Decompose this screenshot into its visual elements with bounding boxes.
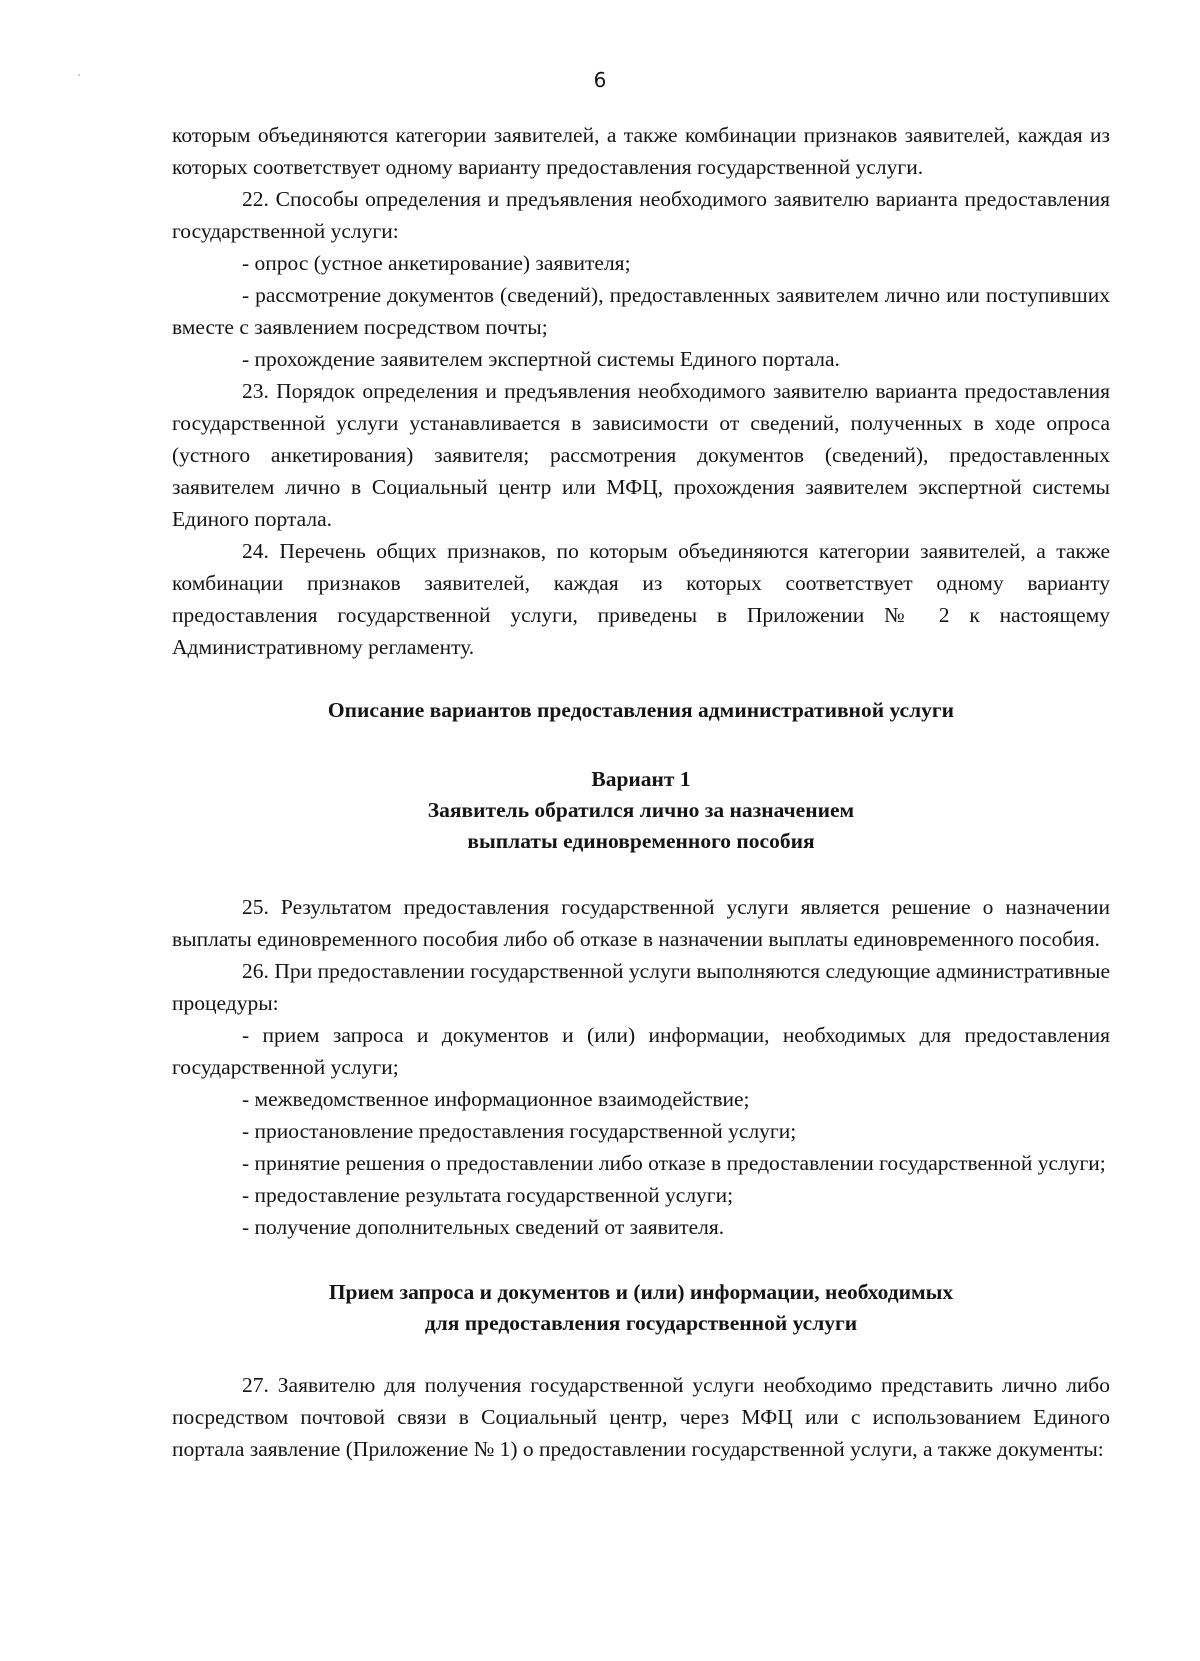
- priem-heading-line-1: Прием запроса и документов и (или) информации, необходимых: [328, 1280, 954, 1304]
- list-item-22-a: - опрос (устное анкетирование) заявителя;: [242, 251, 631, 275]
- priem-heading-line-2: для предоставления государственной услуги: [424, 1311, 858, 1335]
- paragraph-22: 22. Способы определения и предъявления необходимого заявителю варианта предоставления государственной услуги:: [172, 187, 1110, 243]
- list-item-26-c: - приостановление предоставления государственной услуги;: [242, 1119, 797, 1143]
- section-heading-description: Описание вариантов предоставления административной услуги: [327, 698, 955, 722]
- paragraph-24: 24. Перечень общих признаков, по которым объединяются категории заявителей, а также комбинации признаков заявителей, каждая из которых соответствует одному варианту предоставления государственной услуги, приведены в Приложении № 2 к настоящему Административному регламенту.: [172, 539, 1110, 659]
- variant-subtitle-line-2: выплаты единовременного пособия: [467, 829, 815, 853]
- list-item-22-b: - рассмотрение документов (сведений), предоставленных заявителем лично или поступивших вместе с заявлением посредством почты;: [172, 283, 1110, 339]
- page-number: 6: [593, 68, 607, 92]
- section-heading-variant: [172, 764, 1110, 857]
- section-heading-priem: [172, 1277, 1110, 1339]
- paragraph-27: 27. Заявителю для получения государственной услуги необходимо представить лично либо посредством почтовой связи в Социальный центр, через МФЦ или с использованием Единого портала заявление (Приложение № 1) о предоставлении государственной услуги, а также документы:: [172, 1373, 1110, 1461]
- paragraph-26: 26. При предоставлении государственной услуги выполняются следующие административные процедуры:: [172, 959, 1110, 1015]
- list-item-26-a: - прием запроса и документов и (или) информации, необходимых для предоставления государственной услуги;: [172, 1023, 1110, 1079]
- paragraph-25: 25. Результатом предоставления государственной услуги является решение о назначении выплаты единовременного пособия либо об отказе в назначении выплаты единовременного пособия.: [172, 895, 1110, 951]
- variant-title: Вариант 1: [591, 767, 691, 791]
- list-item-26-b: - межведомственное информационное взаимодействие;: [242, 1087, 750, 1111]
- list-item-26-f: - получение дополнительных сведений от заявителя.: [242, 1215, 725, 1239]
- document-body: [172, 119, 1110, 1465]
- paragraph-continuation: которым объединяются категории заявителей, а также комбинации признаков заявителей, каждая из которых соответствует одному варианту предоставления государственной услуги.: [172, 123, 1110, 179]
- list-item-26-e: - предоставление результата государственной услуги;: [242, 1183, 734, 1207]
- list-item-22-c: - прохождение заявителем экспертной системы Единого портала.: [242, 347, 840, 371]
- paragraph-23: 23. Порядок определения и предъявления необходимого заявителю варианта предоставления государственной услуги устанавливается в зависимости от сведений, полученных в ходе опроса (устного анкетирования) заявителя; рассмотрения документов (сведений), предоставленных заявителем лично в Социальный центр или МФЦ, прохождения заявителем экспертной системы Единого портала.: [172, 379, 1110, 531]
- variant-subtitle-line-1: Заявитель обратился лично за назначением: [427, 798, 855, 822]
- list-item-26-d: - принятие решения о предоставлении либо отказе в предоставлении государственной услуги;: [242, 1151, 1106, 1175]
